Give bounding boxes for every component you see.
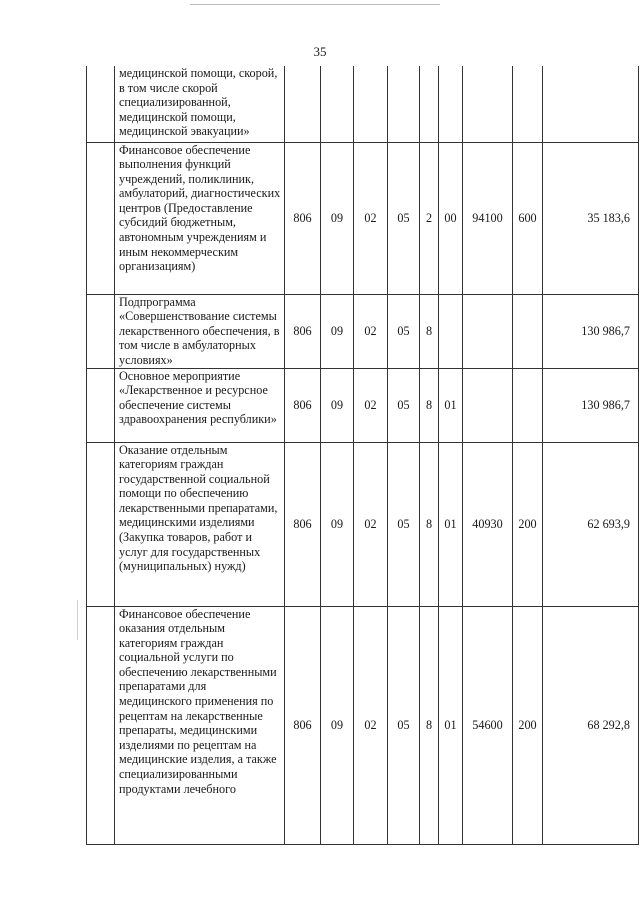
row-activity-code: 01 xyxy=(439,442,463,606)
row-ved-code: 806 xyxy=(285,142,321,294)
row-section-code xyxy=(321,66,354,142)
row-subsection-code: 02 xyxy=(354,368,388,442)
row-activity-code: 01 xyxy=(439,606,463,844)
row-sum: 35 183,6 xyxy=(543,142,639,294)
table-row xyxy=(87,442,639,606)
row-subsection-code: 02 xyxy=(354,606,388,844)
row-activity-code xyxy=(439,66,463,142)
row-subsection-code: 02 xyxy=(354,142,388,294)
row-blank-cell xyxy=(87,442,115,606)
row-direction-code: 94100 xyxy=(463,142,513,294)
row-direction-code: 40930 xyxy=(463,442,513,606)
row-blank-cell xyxy=(87,294,115,368)
row-sum: 62 693,9 xyxy=(543,442,639,606)
row-subprogram-code: 8 xyxy=(420,606,439,844)
row-sum: 68 292,8 xyxy=(543,606,639,844)
page-number: 35 xyxy=(313,44,327,59)
row-direction-code: 54600 xyxy=(463,606,513,844)
budget-table xyxy=(86,66,639,845)
row-activity-code xyxy=(439,294,463,368)
row-blank-cell xyxy=(87,66,115,142)
row-sum: 130 986,7 xyxy=(543,294,639,368)
row-sum: 130 986,7 xyxy=(543,368,639,442)
row-program-code xyxy=(388,66,420,142)
row-blank-cell xyxy=(87,142,115,294)
row-subsection-code: 02 xyxy=(354,294,388,368)
row-activity-code: 01 xyxy=(439,368,463,442)
scan-artifact-line xyxy=(190,4,440,5)
row-subprogram-code: 8 xyxy=(420,368,439,442)
row-section-code: 09 xyxy=(321,606,354,844)
row-sum xyxy=(543,66,639,142)
row-subsection-code xyxy=(354,66,388,142)
row-section-code: 09 xyxy=(321,294,354,368)
row-subsection-code: 02 xyxy=(354,442,388,606)
row-program-code: 05 xyxy=(388,142,420,294)
row-name-cell: Основное мероприятие «Лекарственное и ресурсное обеспечение системы здравоохранения республики» xyxy=(115,368,285,442)
table-row xyxy=(87,66,639,142)
row-subprogram-code xyxy=(420,66,439,142)
row-section-code: 09 xyxy=(321,142,354,294)
row-ved-code: 806 xyxy=(285,442,321,606)
row-program-code: 05 xyxy=(388,368,420,442)
table-row xyxy=(87,606,639,844)
scan-margin-mark xyxy=(77,600,78,640)
row-expense-type-code xyxy=(513,368,543,442)
row-expense-type-code: 600 xyxy=(513,142,543,294)
row-name-cell: Подпрограмма «Совершенствование системы лекарственного обеспечения, в том числе в амбулаторных условиях» xyxy=(115,294,285,368)
row-program-code: 05 xyxy=(388,442,420,606)
row-name-cell: медицинской помощи, скорой, в том числе скорой специализированной, медицинской помощи, медицинской эвакуации» xyxy=(115,66,285,142)
row-direction-code xyxy=(463,66,513,142)
table-row xyxy=(87,294,639,368)
row-ved-code: 806 xyxy=(285,368,321,442)
row-direction-code xyxy=(463,294,513,368)
row-expense-type-code: 200 xyxy=(513,442,543,606)
row-subprogram-code: 8 xyxy=(420,442,439,606)
table-row xyxy=(87,368,639,442)
row-blank-cell xyxy=(87,368,115,442)
row-name-cell: Финансовое обеспечение выполнения функций учреждений, поликлиник, амбулаторий, диагностических центров (Предоставление субсидий бюджетным, автономным учреждениям и иным некоммерческим организациям) xyxy=(115,142,285,294)
row-subprogram-code: 8 xyxy=(420,294,439,368)
row-subprogram-code: 2 xyxy=(420,142,439,294)
row-ved-code xyxy=(285,66,321,142)
row-ved-code: 806 xyxy=(285,606,321,844)
row-direction-code xyxy=(463,368,513,442)
row-section-code: 09 xyxy=(321,442,354,606)
table-row xyxy=(87,142,639,294)
row-name-cell: Оказание отдельным категориям граждан государственной социальной помощи по обеспечению лекарственными препаратами, медицинскими изделиями (Закупка товаров, работ и услуг для государственных (муниципальных) нужд) xyxy=(115,442,285,606)
row-program-code: 05 xyxy=(388,606,420,844)
row-expense-type-code xyxy=(513,66,543,142)
row-activity-code: 00 xyxy=(439,142,463,294)
row-expense-type-code xyxy=(513,294,543,368)
row-section-code: 09 xyxy=(321,368,354,442)
row-name-cell: Финансовое обеспечение оказания отдельным категориям граждан социальной услуги по обеспечению лекарственными препаратами для медицинского применения по рецептам на лекарственные препараты, медицинскими изделиями по рецептам на медицинские изделия, а также специализированными продуктами лечебного xyxy=(115,606,285,844)
row-program-code: 05 xyxy=(388,294,420,368)
row-expense-type-code: 200 xyxy=(513,606,543,844)
row-ved-code: 806 xyxy=(285,294,321,368)
row-blank-cell xyxy=(87,606,115,844)
